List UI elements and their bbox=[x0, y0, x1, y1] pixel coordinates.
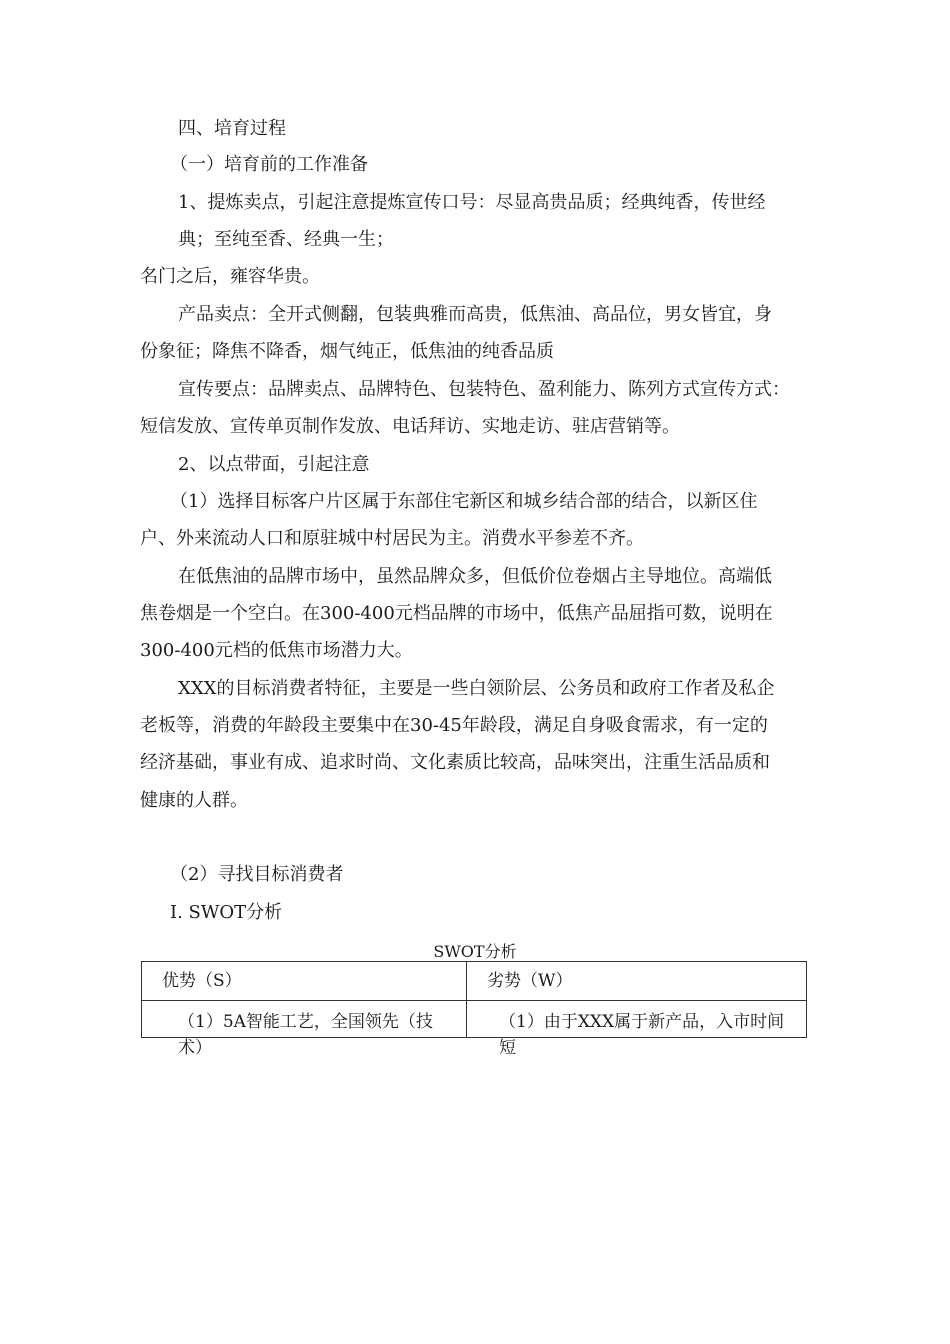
paragraph-line: 经济基础，事业有成、追求时尚、文化素质比较高，品味突出，注重生活品质和 bbox=[140, 752, 770, 773]
table-row bbox=[142, 962, 807, 1001]
paragraph-line: XXX的目标消费者特征，主要是一些白领阶层、公务员和政府工作者及私企 bbox=[178, 678, 775, 699]
paragraph-line: 短信发放、宣传单页制作发放、电话拜访、实地走访、驻店营销等。 bbox=[140, 416, 680, 437]
paragraph-line: 份象征；降焦不降香，烟气纯正，低焦油的纯香品质 bbox=[140, 341, 554, 362]
section-heading: 四、培育过程 bbox=[178, 118, 286, 139]
paragraph-line: 老板等，消费的年龄段主要集中在30-45年龄段，满足自身吸食需求，有一定的 bbox=[140, 715, 768, 736]
table-row bbox=[142, 1001, 807, 1038]
swot-table bbox=[141, 961, 807, 1058]
table-caption: SWOT分析 bbox=[433, 942, 517, 961]
table-cell bbox=[142, 1001, 467, 1058]
table-header-cell bbox=[467, 962, 807, 1001]
paragraph-line: （1）选择目标客户片区属于东部住宅新区和城乡结合部的结合，以新区住 bbox=[170, 491, 758, 512]
weakness-item: （1）由于XXX属于新产品，入市时间短 bbox=[499, 1012, 785, 1058]
subsection-heading: （一）培育前的工作准备 bbox=[170, 154, 368, 175]
paragraph-line: 典；至纯至香、经典一生； bbox=[178, 229, 394, 250]
paragraph-line: 户、外来流动人口和原驻城中村居民为主。消费水平参差不齐。 bbox=[140, 528, 644, 549]
strengths-header: 优势（S） bbox=[162, 971, 242, 991]
paragraph-line: 在低焦油的品牌市场中，虽然品牌众多，但低价位卷烟占主导地位。高端低 bbox=[178, 566, 772, 587]
paragraph-line: 名门之后，雍容华贵。 bbox=[140, 266, 320, 287]
paragraph-line: 健康的人群。 bbox=[140, 790, 248, 811]
paragraph-line: 宣传要点：品牌卖点、品牌特色、包装特色、盈利能力、陈列方式宣传方式： bbox=[178, 379, 790, 400]
paragraph-line: I. SWOT分析 bbox=[170, 902, 283, 923]
paragraph-line: 2、以点带面，引起注意 bbox=[178, 454, 370, 475]
paragraph-line: 产品卖点：全开式侧翻，包装典雅而高贵，低焦油、高品位，男女皆宜，身 bbox=[178, 304, 772, 325]
paragraph-line: 焦卷烟是一个空白。在300-400元档品牌的市场中，低焦产品屈指可数，说明在 bbox=[140, 603, 773, 624]
table-header-cell bbox=[142, 962, 467, 1001]
paragraph-line: （2）寻找目标消费者 bbox=[170, 864, 344, 885]
weaknesses-header: 劣势（W） bbox=[487, 971, 573, 991]
strength-item: （1）5A智能工艺，全国领先（技术） bbox=[178, 1012, 433, 1058]
paragraph-line: 300-400元档的低焦市场潜力大。 bbox=[140, 640, 413, 661]
paragraph-line: 1、提炼卖点，引起注意提炼宣传口号：尽显高贵品质；经典纯香，传世经 bbox=[178, 192, 766, 213]
table-cell bbox=[467, 1001, 807, 1058]
